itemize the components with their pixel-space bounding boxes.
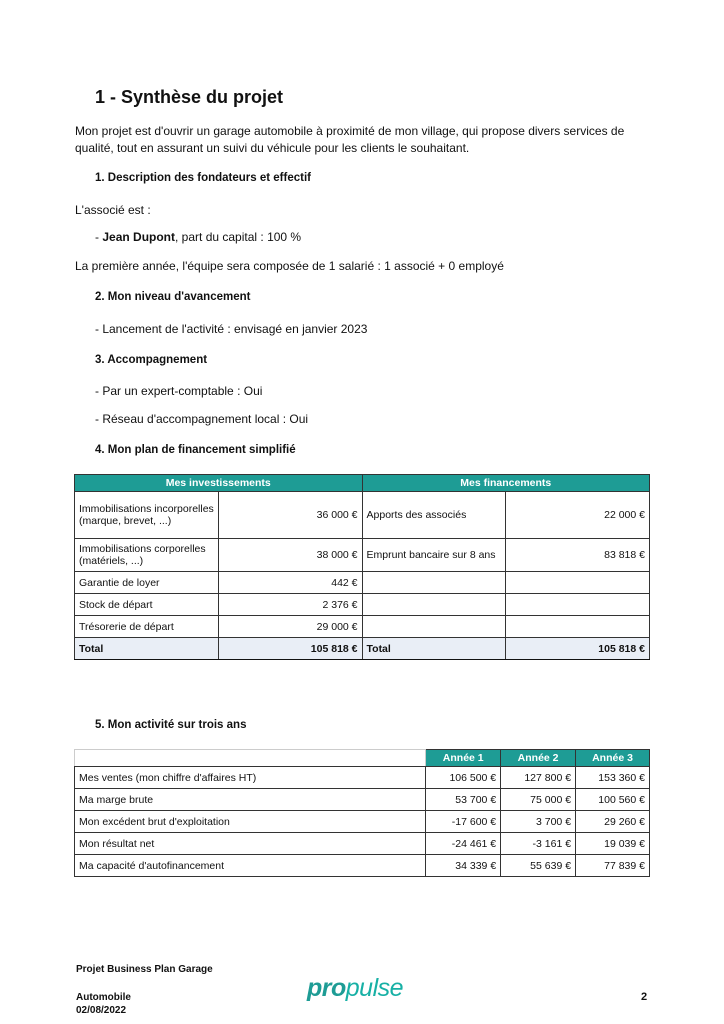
page-number: 2 <box>641 991 648 1003</box>
financing-value <box>506 572 650 594</box>
financing-header: Mes financements <box>362 475 649 492</box>
associate-name: Jean Dupont <box>102 230 176 244</box>
table-row <box>75 594 650 616</box>
section-3-title: 3. Accompagnement <box>95 354 208 366</box>
table-row <box>75 789 650 811</box>
year-1-value: 34 339 € <box>426 855 501 877</box>
financing-label <box>362 594 506 616</box>
total-investment-label: Total <box>75 638 219 660</box>
investments-header: Mes investissements <box>75 475 363 492</box>
investment-label: Stock de départ <box>75 594 219 616</box>
row-label: Ma capacité d'autofinancement <box>75 855 426 877</box>
launch-line: - Lancement de l'activité : envisagé en janvier 2023 <box>95 322 368 336</box>
footer-project-line-2: Automobile <box>76 992 131 1003</box>
section-4-title: 4. Mon plan de financement simplifié <box>95 444 296 456</box>
year-2-value: 127 800 € <box>501 767 576 789</box>
year-1-value: 53 700 € <box>426 789 501 811</box>
year-3-value: 77 839 € <box>576 855 650 877</box>
investment-value: 2 376 € <box>218 594 362 616</box>
year-1-value: -17 600 € <box>426 811 501 833</box>
investment-value: 29 000 € <box>218 616 362 638</box>
table-row <box>75 855 650 877</box>
year-2-value: -3 161 € <box>501 833 576 855</box>
blank-header-cell <box>75 750 426 767</box>
year-2-value: 3 700 € <box>501 811 576 833</box>
total-row <box>75 638 650 660</box>
year-2-header: Année 2 <box>501 750 576 767</box>
table-row <box>75 572 650 594</box>
propulse-logo <box>307 974 403 1003</box>
table-row <box>75 767 650 789</box>
year-1-value: 106 500 € <box>426 767 501 789</box>
investment-value: 38 000 € <box>218 539 362 572</box>
investment-label: Immobilisations corporelles (matériels, ...) <box>75 539 219 572</box>
row-label: Mes ventes (mon chiffre d'affaires HT) <box>75 767 426 789</box>
financing-value <box>506 594 650 616</box>
section-5-title: 5. Mon activité sur trois ans <box>95 719 247 731</box>
investment-label: Immobilisations incorporelles (marque, brevet, ...) <box>75 492 219 539</box>
financing-table <box>74 474 650 660</box>
associate-prefix: - <box>95 230 103 244</box>
row-label: Mon résultat net <box>75 833 426 855</box>
support-item-1: - Par un expert-comptable : Oui <box>95 384 263 398</box>
year-1-value: -24 461 € <box>426 833 501 855</box>
table-row <box>75 616 650 638</box>
financing-label: Emprunt bancaire sur 8 ans <box>362 539 506 572</box>
year-3-value: 29 260 € <box>576 811 650 833</box>
logo-part-1: pro <box>307 974 346 1002</box>
investment-value: 442 € <box>218 572 362 594</box>
total-financing-value: 105 818 € <box>506 638 650 660</box>
investment-label: Trésorerie de départ <box>75 616 219 638</box>
associate-line <box>95 230 301 244</box>
year-3-header: Année 3 <box>576 750 650 767</box>
year-2-value: 75 000 € <box>501 789 576 811</box>
year-3-value: 19 039 € <box>576 833 650 855</box>
total-investment-value: 105 818 € <box>218 638 362 660</box>
financing-label: Apports des associés <box>362 492 506 539</box>
row-label: Mon excédent brut d'exploitation <box>75 811 426 833</box>
table-row <box>75 833 650 855</box>
table-row <box>75 492 650 539</box>
intro-paragraph: Mon projet est d'ouvrir un garage automobile à proximité de mon village, qui propose divers services de qualité, tout en assurant un suivi du véhicule pour les clients le souhaitant. <box>75 124 625 155</box>
year-2-value: 55 639 € <box>501 855 576 877</box>
logo-part-2: pulse <box>345 974 404 1002</box>
investment-value: 36 000 € <box>218 492 362 539</box>
table-row <box>75 811 650 833</box>
financing-value: 22 000 € <box>506 492 650 539</box>
team-line: La première année, l'équipe sera composée de 1 salarié : 1 associé + 0 employé <box>75 259 504 273</box>
footer-date: 02/08/2022 <box>76 1005 127 1016</box>
page-title: 1 - Synthèse du projet <box>95 87 284 107</box>
financing-label <box>362 616 506 638</box>
row-label: Ma marge brute <box>75 789 426 811</box>
associate-share: , part du capital : 100 % <box>175 230 302 244</box>
activity-table <box>74 749 650 877</box>
year-1-header: Année 1 <box>426 750 501 767</box>
year-3-value: 153 360 € <box>576 767 650 789</box>
financing-value <box>506 616 650 638</box>
financing-value: 83 818 € <box>506 539 650 572</box>
section-1-title: 1. Description des fondateurs et effectif <box>95 172 311 184</box>
table-row <box>75 539 650 572</box>
financing-label <box>362 572 506 594</box>
support-item-2: - Réseau d'accompagnement local : Oui <box>95 412 309 426</box>
associate-intro: L'associé est : <box>75 203 151 217</box>
section-2-title: 2. Mon niveau d'avancement <box>95 291 251 303</box>
investment-label: Garantie de loyer <box>75 572 219 594</box>
total-financing-label: Total <box>362 638 506 660</box>
year-3-value: 100 560 € <box>576 789 650 811</box>
footer-project-line-1: Projet Business Plan Garage <box>76 964 213 975</box>
